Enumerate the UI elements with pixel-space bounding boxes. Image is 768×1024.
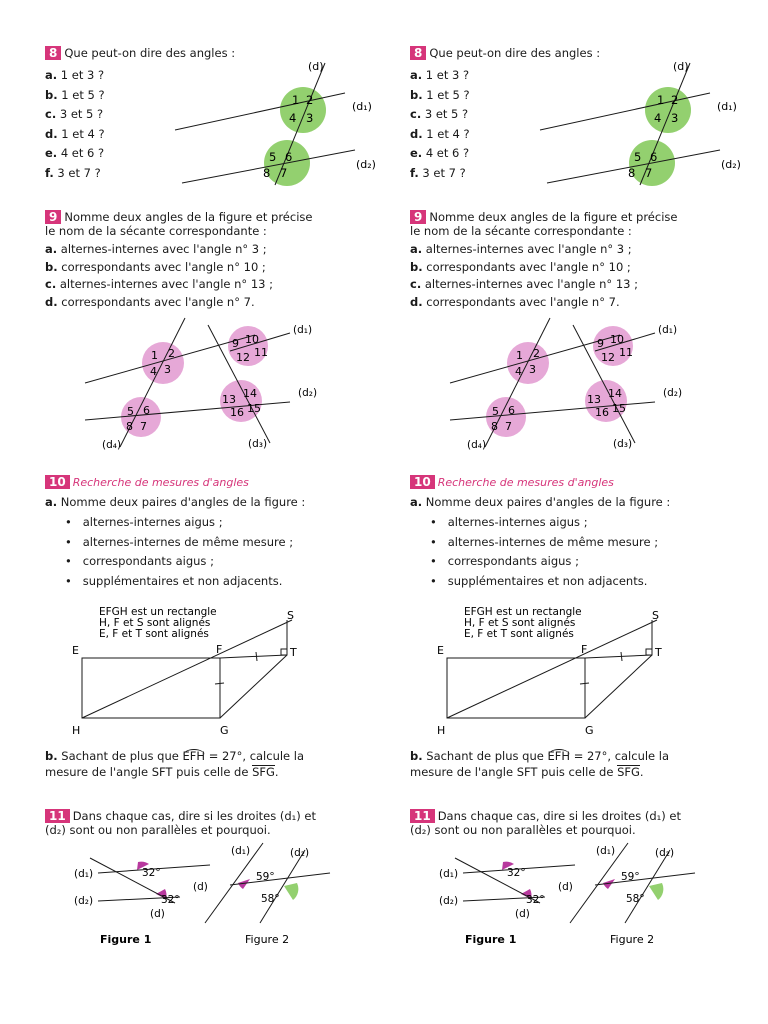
angle-value: 58° xyxy=(261,893,280,905)
angle-label: 7 xyxy=(280,166,288,180)
angle-label: 4 xyxy=(289,111,297,125)
list-item: e. 4 et 6 ? xyxy=(45,146,105,160)
figure-note: EFGH est un rectangle xyxy=(464,606,582,618)
angle-label: 2 xyxy=(533,347,540,360)
angle-label: 10 xyxy=(245,333,259,346)
ex10-header xyxy=(410,475,614,490)
ex11-number: 11 xyxy=(410,809,435,823)
figure-note: EFGH est un rectangle xyxy=(99,606,217,618)
label-d2: (d₂) xyxy=(356,158,376,171)
ex9-number: 9 xyxy=(45,210,61,224)
point-G: G xyxy=(585,724,594,737)
ex10-title: Recherche de mesures d'angles xyxy=(437,476,614,489)
angle-value: 32° xyxy=(526,894,545,906)
ex8-figure xyxy=(170,55,376,190)
ex8-title: Que peut-on dire des angles : xyxy=(429,46,601,60)
ex10-bullets xyxy=(65,513,293,591)
label-d1: (d₁) xyxy=(293,324,313,336)
angle-label: 8 xyxy=(491,420,498,433)
angle-label: 1 xyxy=(657,93,665,107)
angle-value: 59° xyxy=(256,871,275,883)
angle-label: 5 xyxy=(269,150,277,164)
point-H: H xyxy=(437,724,446,737)
angle-EFH: EFH xyxy=(547,749,571,763)
angle-label: 3 xyxy=(306,111,314,125)
angle-label: 9 xyxy=(597,337,604,350)
angle-value: 32° xyxy=(142,867,161,879)
point-S: S xyxy=(652,609,659,622)
label-d1: (d₁) xyxy=(717,100,737,113)
angle-label: 1 xyxy=(151,349,158,362)
ex10-part-b: b. Sachant de plus que EFH = 27°, calcule la xyxy=(410,749,670,763)
label-d3: (d₃) xyxy=(248,438,268,450)
angle-label: 1 xyxy=(292,93,300,107)
list-item: f. 3 et 7 ? xyxy=(410,165,466,180)
angle-label: 2 xyxy=(306,93,314,107)
label-d: (d) xyxy=(308,60,324,73)
ex8-title: Que peut-on dire des angles : xyxy=(64,46,236,60)
ex10-number: 10 xyxy=(45,475,70,489)
label-d1: (d₁) xyxy=(352,100,372,113)
angle-label: 7 xyxy=(645,166,653,180)
label-d1: (d₁) xyxy=(439,868,459,880)
ex11-header xyxy=(45,809,316,823)
right-angle-mark xyxy=(646,649,652,655)
rectangle-EFGH xyxy=(447,658,585,718)
pink-disc xyxy=(142,342,184,384)
label-d2: (d₂) xyxy=(439,895,459,907)
label-d: (d) xyxy=(150,908,165,920)
ex11-figure-2 xyxy=(195,838,325,948)
figure-note: E, F et T sont alignés xyxy=(99,628,209,640)
ex11-line1: Dans chaque cas, dire si les droites (d₁) et xyxy=(72,809,317,823)
label-d2: (d₂) xyxy=(298,387,318,399)
label-d1: (d₁) xyxy=(596,845,616,857)
green-disc xyxy=(645,87,691,133)
angle-SFG: SFG xyxy=(252,765,275,779)
angle-label: 3 xyxy=(164,363,171,376)
list-item: • correspondants aigus ; xyxy=(65,554,214,568)
list-item: d. 1 et 4 ? xyxy=(45,126,105,141)
angle-label: 3 xyxy=(671,111,679,125)
tick-mark xyxy=(621,652,622,661)
ex8-figure xyxy=(535,55,741,190)
angle-label: 3 xyxy=(529,363,536,376)
rectangle-EFGH xyxy=(82,658,220,718)
point-T: T xyxy=(655,646,662,659)
ex10-part-b: b. Sachant de plus que EFH = 27°, calcule la xyxy=(45,749,305,763)
angle-label: 6 xyxy=(650,150,658,164)
ex10-figure xyxy=(65,598,305,743)
list-item: d. correspondants avec l'angle n° 7. xyxy=(410,294,620,309)
label-d4: (d₄) xyxy=(467,439,487,451)
ex10-figure xyxy=(430,598,670,743)
ex10-number: 10 xyxy=(410,475,435,489)
angle-wedge xyxy=(284,883,298,900)
list-item: • alternes-internes aigus ; xyxy=(430,515,588,529)
segment-GT xyxy=(220,655,287,718)
figure-note: E, F et T sont alignés xyxy=(464,628,574,640)
angle-value: 32° xyxy=(507,867,526,879)
angle-label: 6 xyxy=(143,404,150,417)
angle-label: 14 xyxy=(608,387,622,400)
list-item: b. correspondants avec l'angle n° 10 ; xyxy=(45,259,266,274)
angle-label: 12 xyxy=(601,351,615,364)
ex9-header xyxy=(45,210,312,224)
label-d: (d) xyxy=(558,881,573,893)
list-item: • supplémentaires et non adjacents. xyxy=(430,573,648,588)
list-item: c. alternes-internes avec l'angle n° 13 ; xyxy=(410,277,638,291)
ex8-list xyxy=(45,66,105,183)
angle-label: 9 xyxy=(232,337,239,350)
point-F: F xyxy=(581,643,588,656)
figure-note: H, F et S sont alignés xyxy=(99,617,211,629)
ex11-figure-1 xyxy=(70,843,200,948)
label-d2: (d₂) xyxy=(655,847,675,859)
angle-EFH: EFH xyxy=(182,749,206,763)
ex11-figure-2 xyxy=(560,838,690,948)
angle-label: 4 xyxy=(515,365,522,378)
label-d2: (d₂) xyxy=(290,847,310,859)
label-d1: (d₁) xyxy=(658,324,678,336)
angle-value: 58° xyxy=(626,893,645,905)
label-d3: (d₃) xyxy=(613,438,633,450)
tick-mark xyxy=(580,683,589,684)
label-d: (d) xyxy=(515,908,530,920)
right-column xyxy=(410,0,750,1024)
ex10-part-a: a. Nomme deux paires d'angles de la figure : xyxy=(45,495,306,509)
list-item: c. alternes-internes avec l'angle n° 13 ; xyxy=(45,277,273,291)
angle-wedge xyxy=(649,883,663,900)
list-item: b. correspondants avec l'angle n° 10 ; xyxy=(410,259,631,274)
angle-label: 5 xyxy=(492,405,499,418)
ex11-line2: (d₂) sont ou non parallèles et pourquoi. xyxy=(45,823,271,837)
label-d4: (d₄) xyxy=(102,439,122,451)
angle-label: 6 xyxy=(285,150,293,164)
list-item: a. 1 et 3 ? xyxy=(410,68,470,82)
list-item: e. 4 et 6 ? xyxy=(410,146,470,160)
angle-label: 15 xyxy=(612,402,626,415)
tick-mark xyxy=(215,683,224,684)
ex10-bullets xyxy=(430,513,658,591)
right-angle-mark xyxy=(281,649,287,655)
list-item: a. alternes-internes avec l'angle n° 3 ; xyxy=(410,242,632,256)
line-d2 xyxy=(260,850,305,923)
figure-note: H, F et S sont alignés xyxy=(464,617,576,629)
angle-label: 1 xyxy=(516,349,523,362)
angle-label: 15 xyxy=(247,402,261,415)
angle-label: 2 xyxy=(168,347,175,360)
ex8-list xyxy=(410,66,470,183)
angle-label: 8 xyxy=(263,166,271,180)
point-F: F xyxy=(216,643,223,656)
left-column xyxy=(45,0,385,1024)
ex11-line2: (d₂) sont ou non parallèles et pourquoi. xyxy=(410,823,636,837)
angle-value: 59° xyxy=(621,871,640,883)
angle-label: 7 xyxy=(140,420,147,433)
ex9-list xyxy=(45,241,273,311)
angle-label: 6 xyxy=(508,404,515,417)
ex9-line1: Nomme deux angles de la figure et précise xyxy=(429,210,678,224)
list-item: • alternes-internes aigus ; xyxy=(65,515,223,529)
ex11-number: 11 xyxy=(45,809,70,823)
list-item: c. 3 et 5 ? xyxy=(410,107,469,121)
ex11-figure-1 xyxy=(435,843,565,948)
list-item: f. 3 et 7 ? xyxy=(45,165,101,180)
angle-label: 4 xyxy=(150,365,157,378)
angle-label: 11 xyxy=(619,346,633,359)
angle-label: 16 xyxy=(595,406,609,419)
angle-label: 13 xyxy=(587,393,601,406)
ex9-line2: le nom de la sécante correspondante : xyxy=(410,224,632,238)
ex10-part-b-line2: mesure de l'angle SFT puis celle de SFG. xyxy=(45,765,279,779)
angle-value: 32° xyxy=(161,894,180,906)
list-item: c. 3 et 5 ? xyxy=(45,107,104,121)
list-item: d. 1 et 4 ? xyxy=(410,126,470,141)
ex9-figure xyxy=(445,315,710,455)
ex9-number: 9 xyxy=(410,210,426,224)
ex11-header xyxy=(410,809,681,823)
label-d1: (d₁) xyxy=(74,868,94,880)
list-item: • alternes-internes de même mesure ; xyxy=(430,534,659,549)
list-item: • supplémentaires et non adjacents. xyxy=(65,573,283,588)
point-H: H xyxy=(72,724,81,737)
list-item: a. alternes-internes avec l'angle n° 3 ; xyxy=(45,242,267,256)
point-S: S xyxy=(287,609,294,622)
label-d2: (d₂) xyxy=(721,158,741,171)
angle-label: 5 xyxy=(634,150,642,164)
angle-label: 14 xyxy=(243,387,257,400)
angle-label: 10 xyxy=(610,333,624,346)
ex9-list xyxy=(410,241,638,311)
label-d: (d) xyxy=(193,881,208,893)
point-G: G xyxy=(220,724,229,737)
tick-mark xyxy=(256,652,257,661)
pink-disc xyxy=(507,342,549,384)
ex9-line1: Nomme deux angles de la figure et précise xyxy=(64,210,313,224)
label-d: (d) xyxy=(673,60,689,73)
ex10-title: Recherche de mesures d'angles xyxy=(72,476,249,489)
angle-label: 13 xyxy=(222,393,236,406)
figure-caption: Figure 1 xyxy=(100,933,152,946)
segment-FT xyxy=(585,655,652,658)
angle-label: 11 xyxy=(254,346,268,359)
green-disc xyxy=(280,87,326,133)
ex11-line1: Dans chaque cas, dire si les droites (d₁) et xyxy=(437,809,682,823)
ex8-number: 8 xyxy=(45,46,61,60)
figure-caption: Figure 2 xyxy=(245,933,290,946)
list-item: a. 1 et 3 ? xyxy=(45,68,105,82)
angle-label: 8 xyxy=(628,166,636,180)
label-d1: (d₁) xyxy=(231,845,251,857)
line-d2 xyxy=(625,850,670,923)
angle-label: 5 xyxy=(127,405,134,418)
list-item: b. 1 et 5 ? xyxy=(410,87,470,102)
angle-label: 8 xyxy=(126,420,133,433)
point-E: E xyxy=(437,644,444,657)
line-d xyxy=(595,873,695,885)
label-d2: (d₂) xyxy=(74,895,94,907)
ex9-line2: le nom de la sécante correspondante : xyxy=(45,224,267,238)
figure-caption: Figure 2 xyxy=(610,933,655,946)
label-d2: (d₂) xyxy=(663,387,683,399)
ex10-part-b-line2: mesure de l'angle SFT puis celle de SFG. xyxy=(410,765,644,779)
ex9-figure xyxy=(80,315,345,455)
angle-SFG: SFG xyxy=(617,765,640,779)
figure-caption: Figure 1 xyxy=(465,933,517,946)
angle-label: 2 xyxy=(671,93,679,107)
line-d xyxy=(230,873,330,885)
angle-label: 4 xyxy=(654,111,662,125)
angle-label: 7 xyxy=(505,420,512,433)
segment-FT xyxy=(220,655,287,658)
ex9-header xyxy=(410,210,677,224)
angle-label: 16 xyxy=(230,406,244,419)
point-E: E xyxy=(72,644,79,657)
ex10-part-a: a. Nomme deux paires d'angles de la figure : xyxy=(410,495,671,509)
ex10-header xyxy=(45,475,249,490)
list-item: • alternes-internes de même mesure ; xyxy=(65,534,294,549)
segment-GT xyxy=(585,655,652,718)
ex8-number: 8 xyxy=(410,46,426,60)
list-item: d. correspondants avec l'angle n° 7. xyxy=(45,294,255,309)
angle-label: 12 xyxy=(236,351,250,364)
list-item: • correspondants aigus ; xyxy=(430,554,579,568)
list-item: b. 1 et 5 ? xyxy=(45,87,105,102)
point-T: T xyxy=(290,646,297,659)
